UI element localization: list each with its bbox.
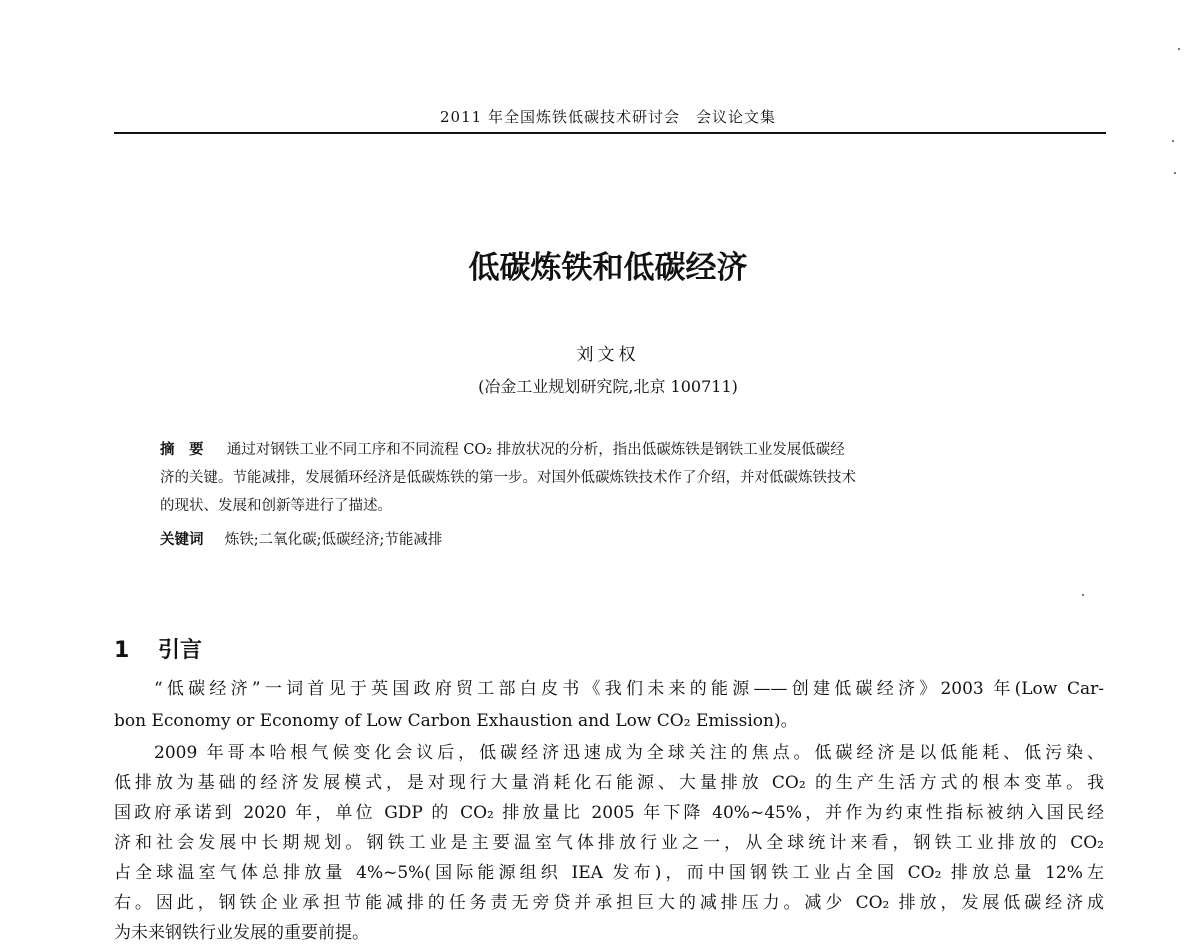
section-number: 1: [114, 638, 130, 663]
body-line-1: “低碳经济”一词首见于英国政府贸工部白皮书《我们未来的能源——创建低碳经济》2003 年(Low Car-: [154, 679, 1104, 699]
scan-speck: [1174, 172, 1176, 174]
body-line-6: 济和社会发展中长期规划。钢铁工业是主要温室气体排放行业之一，从全球统计来看，钢铁工业排放的 CO₂: [114, 833, 1104, 853]
body-line-5: 国政府承诺到 2020 年，单位 GDP 的 CO₂ 排放量比 2005 年下降 40%~45%，并作为约束性指标被纳入国民经: [114, 803, 1104, 823]
body-line-3: 2009 年哥本哈根气候变化会议后，低碳经济迅速成为全球关注的焦点。低碳经济是以低能耗、低污染、: [154, 743, 1104, 763]
section-title: 引言: [158, 638, 203, 663]
paper-title: 低碳炼铁和低碳经济: [468, 250, 748, 286]
keywords-line: [160, 528, 1080, 549]
author-name: 刘文权: [576, 345, 640, 365]
keywords-text: 炼铁;二氧化碳;低碳经济;节能减排: [224, 532, 443, 548]
scan-speck: [1178, 48, 1180, 50]
body-line-4: 低排放为基础的经济发展模式，是对现行大量消耗化石能源、大量排放 CO₂ 的生产生活方式的根本变革。我: [114, 773, 1104, 793]
abstract-line-1: [160, 438, 1080, 459]
scan-speck: [1082, 594, 1084, 596]
body-line-8: 右。因此，钢铁企业承担节能减排的任务责无旁贷并承担巨大的减排压力。减少 CO₂ 排放，发展低碳经济成: [114, 893, 1104, 913]
body-line-9: 为未来钢铁行业发展的重要前提。: [114, 923, 369, 943]
abstract-line-3: 的现状、发展和创新等进行了描述。: [160, 498, 392, 514]
author-affiliation: (冶金工业规划研究院,北京 100711): [478, 377, 738, 396]
body-line-2: bon Economy or Economy of Low Carbon Exhaustion and Low CO₂ Emission)。: [114, 711, 798, 731]
header-rule: [114, 132, 1106, 134]
scan-speck: [1172, 140, 1174, 142]
running-header: 2011 年全国炼铁低碳技术研讨会 会议论文集: [440, 108, 776, 126]
body-line-7: 占全球温室气体总排放量 4%~5%(国际能源组织 IEA 发布)，而中国钢铁工业占全国 CO₂ 排放总量 12%左: [114, 863, 1104, 883]
abstract-label: 摘 要: [160, 442, 204, 458]
abstract-line-2: 济的关键。节能减排，发展循环经济是低碳炼铁的第一步。对国外低碳炼铁技术作了介绍，并对低碳炼铁技术: [160, 470, 856, 486]
keywords-label: 关键词: [160, 532, 204, 548]
section-heading: [114, 633, 202, 664]
abstract-text: 通过对钢铁工业不同工序和不同流程 CO₂ 排放状况的分析，指出低碳炼铁是钢铁工业发展低碳经: [226, 442, 845, 458]
